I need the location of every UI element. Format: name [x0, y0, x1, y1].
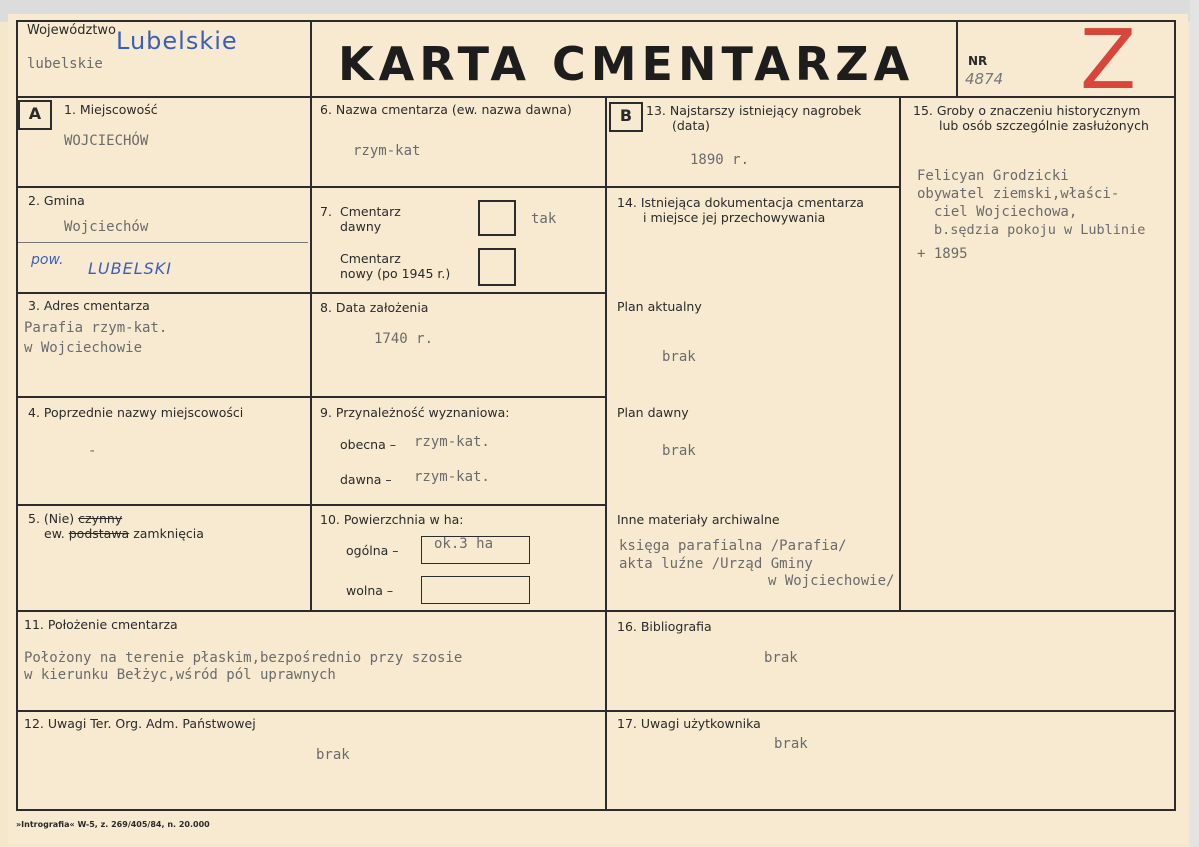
f15-line2: obywatel ziemski,właści- [917, 186, 1120, 202]
f7-dawny-checkbox[interactable] [478, 200, 516, 236]
f2-pow-value: LUBELSKI [88, 259, 172, 278]
f11-label: 11. Położenie cmentarza [24, 617, 178, 632]
f5-label [28, 511, 122, 526]
f9-label: 9. Przynależność wyznaniowa: [320, 405, 510, 420]
row-2-3 [16, 292, 607, 294]
f14-plan-dawny-value: brak [662, 443, 696, 459]
f8-label: 8. Data założenia [320, 300, 429, 315]
f4-value: - [88, 443, 97, 459]
f7-dawny-2: dawny [340, 219, 382, 234]
header-col2 [956, 20, 958, 98]
f13-label-1: 13. Najstarszy istniejący nagrobek [646, 103, 862, 118]
f9-obecna-value: rzym-kat. [414, 434, 490, 450]
wojewodztwo-label: Województwo [27, 23, 117, 38]
row-3-4 [16, 396, 607, 398]
f5-sublabel [44, 526, 204, 541]
f14-inne-line1: księga parafialna /Parafia/ [619, 538, 847, 554]
f14-plan-aktualny-label: Plan aktualny [617, 299, 702, 314]
f13-label-2: (data) [672, 118, 710, 133]
gmina-underline [18, 242, 308, 243]
f14-plan-dawny-label: Plan dawny [617, 405, 689, 420]
f10-ogolna-label: ogólna – [346, 543, 399, 558]
f1-value: WOJCIECHÓW [64, 133, 149, 149]
f17-value: brak [774, 736, 808, 752]
scan-right-border [1190, 0, 1199, 847]
f14-label-1: 14. Istniejąca dokumentacja cmentarza [617, 195, 864, 210]
f12-value: brak [316, 747, 350, 763]
row-11 [16, 610, 1176, 612]
card-title: KARTA CMENTARZA [338, 37, 915, 91]
f8-value: 1740 r. [374, 331, 434, 347]
f2-pow-prefix: pow. [31, 252, 64, 268]
f17-label: 17. Uwagi użytkownika [617, 716, 761, 731]
f5-label-d: podstawa [68, 526, 130, 541]
f14-label-2: i miejsce jej przechowywania [643, 210, 826, 225]
row-4-5 [16, 504, 607, 506]
frame-bottom [16, 809, 1176, 811]
f11-line1: Położony na terenie płaskim,bezpośrednio przy szosie [24, 650, 463, 666]
category-mark: Z [1080, 13, 1137, 108]
f16-value: brak [764, 650, 798, 666]
col-b [605, 96, 607, 809]
wojewodztwo-handwritten: Lubelskie [116, 27, 238, 55]
f3-line1: Parafia rzym-kat. [24, 320, 168, 336]
f15-label-2: lub osób szczególnie zasłużonych [939, 118, 1149, 133]
header-col1 [310, 20, 312, 98]
f10-label: 10. Powierzchnia w ha: [320, 512, 464, 527]
row-13-14 [605, 186, 901, 188]
col-a [310, 96, 312, 612]
section-a-mark: A [18, 100, 52, 130]
f11-line2: w kierunku Bełżyc,wśród pól uprawnych [24, 667, 336, 683]
f2-value: Wojciechów [64, 219, 149, 235]
f15-label-1: 15. Groby o znaczeniu historycznym [913, 103, 1141, 118]
f5-label-b: czynny [78, 511, 123, 526]
f9-dawna-value: rzym-kat. [414, 469, 490, 485]
f6-label: 6. Nazwa cmentarza (ew. nazwa dawna) [320, 102, 572, 117]
f3-label: 3. Adres cmentarza [28, 298, 150, 313]
nr-value: 4874 [965, 70, 1004, 88]
f14-plan-aktualny-value: brak [662, 349, 696, 365]
f6-value: rzym-kat [353, 143, 421, 159]
f7-nowy-2: nowy (po 1945 r.) [340, 266, 451, 281]
f15-line4: b.sędzia pokoju w Lublinie [934, 222, 1146, 238]
f10-wolna-field[interactable] [421, 576, 530, 604]
header-divider [16, 96, 1176, 98]
f15-line1: Felicyan Grodzicki [917, 168, 1069, 184]
f5-label-a: 5. (Nie) [28, 511, 75, 526]
frame-left [16, 20, 18, 811]
f14-inne-line2: akta luźne /Urząd Gminy [619, 556, 813, 572]
f5-label-c: ew. [44, 526, 65, 541]
f10-wolna-label: wolna – [346, 583, 394, 598]
f2-label: 2. Gmina [28, 193, 85, 208]
f1-label: 1. Miejscowość [64, 102, 158, 117]
f13-value: 1890 r. [690, 152, 750, 168]
f16-label: 16. Bibliografia [617, 619, 712, 634]
f15-line3: ciel Wojciechowa, [934, 204, 1078, 220]
f9-dawna-label: dawna – [340, 472, 392, 487]
f14-inne-label: Inne materiały archiwalne [617, 512, 780, 527]
f7-nowy-checkbox[interactable] [478, 248, 516, 286]
f7-tak: tak [531, 211, 557, 227]
f7-dawny-1: Cmentarz [340, 204, 401, 219]
frame-right [1174, 20, 1176, 811]
section-b-mark: B [609, 102, 643, 132]
f12-label: 12. Uwagi Ter. Org. Adm. Państwowej [24, 716, 256, 731]
f5-label-e: zamknięcia [133, 526, 204, 541]
row-1-2 [16, 186, 607, 188]
f3-line2: w Wojciechowie [24, 340, 143, 356]
col-c [899, 96, 901, 612]
frame-top [16, 20, 1176, 22]
f7-label: 7. [320, 204, 332, 219]
wojewodztwo-typed: lubelskie [27, 56, 103, 72]
f10-ogolna-value: ok.3 ha [434, 536, 494, 552]
footer-imprint: »Intrografia« W-5, z. 269/405/84, n. 20.000 [16, 820, 210, 829]
f4-label: 4. Poprzednie nazwy miejscowości [28, 405, 244, 420]
f9-obecna-label: obecna – [340, 437, 396, 452]
f14-inne-line3: w Wojciechowie/ [768, 573, 895, 589]
f15-line5: + 1895 [917, 246, 968, 262]
nr-label: NR [968, 54, 988, 68]
row-12 [16, 710, 1176, 712]
f7-nowy-1: Cmentarz [340, 251, 401, 266]
